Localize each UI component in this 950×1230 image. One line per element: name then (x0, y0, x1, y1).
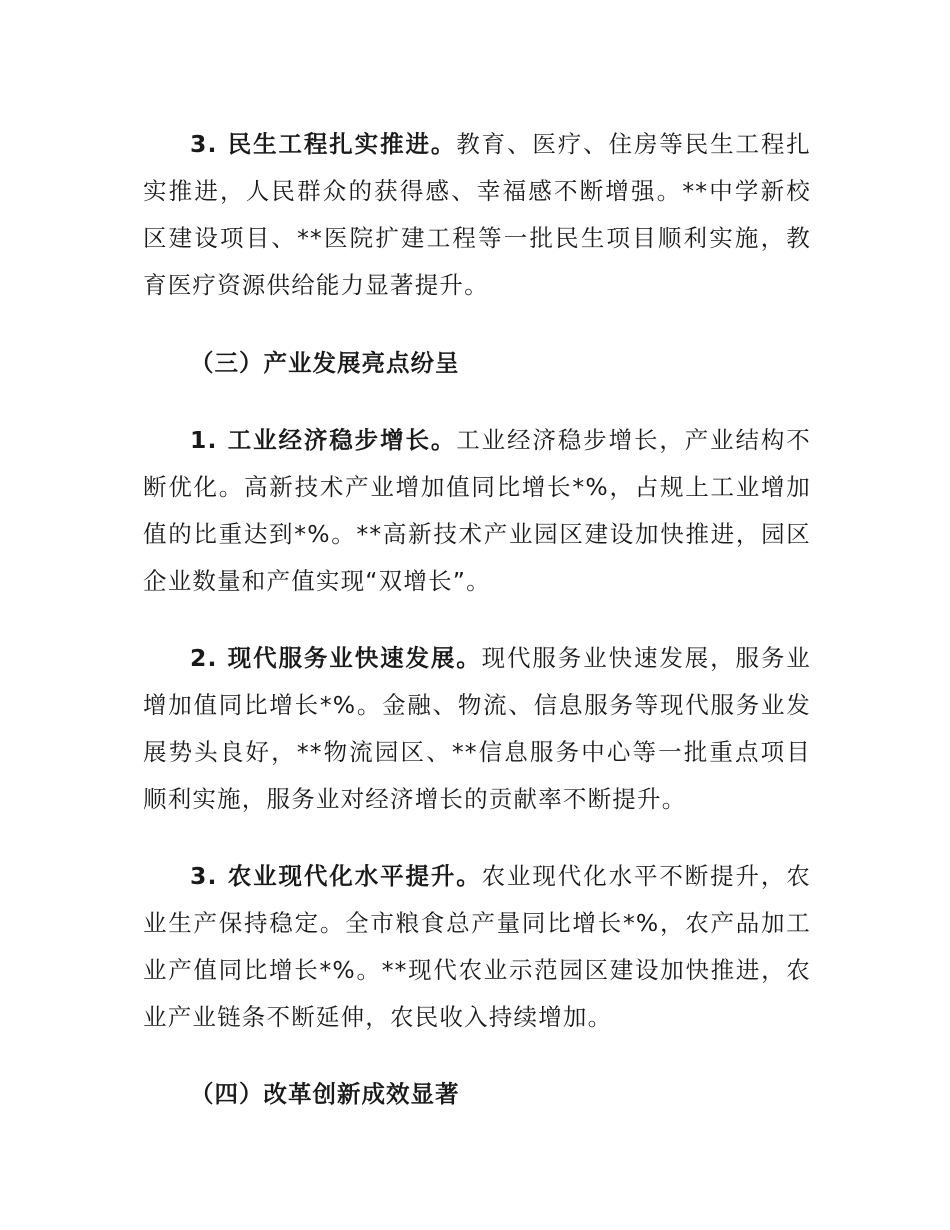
spacer (143, 1041, 811, 1071)
section-heading-reform: （四）改革创新成效显著 (190, 1080, 460, 1108)
paragraph-lead: 2. 现代服务业快速发展。 (190, 644, 482, 672)
paragraph-agriculture (143, 853, 811, 1041)
paragraph-body: 工业经济稳步增长，产业结构不断优化。高新技术产业增加值同比增长*%，占规上工业增加值的比重达到*%。**高新技术产业园区建设加快推进，园区企业数量和产值实现“双增长”。 (143, 426, 811, 595)
paragraph-body: 农业现代化水平不断提升，农业生产保持稳定。全市粮食总产量同比增长*%，农产品加工业产值同比增长*%。**现代农业示范园区建设加快推进，农业产业链条不断延伸，农民收入持续增加。 (143, 862, 811, 1031)
paragraph-lead: 3. 民生工程扎实推进。 (190, 130, 457, 158)
spacer (143, 387, 811, 417)
spacer (143, 605, 811, 635)
paragraph-body: 教育、医疗、住房等民生工程扎实推进，人民群众的获得感、幸福感不断增强。**中学新校区建设项目、**医院扩建工程等一批民生项目顺利实施，教育医疗资源供给能力显著提升。 (143, 130, 811, 299)
paragraph-body: 现代服务业快速发展，服务业增加值同比增长*%。金融、物流、信息服务等现代服务业发展势头良好，**物流园区、**信息服务中心等一批重点项目顺利实施，服务业对经济增长的贡献率不断提升。 (143, 644, 811, 813)
spacer (143, 309, 811, 340)
paragraph-lead: 3. 农业现代化水平提升。 (190, 862, 482, 890)
paragraph-livelihood-projects (143, 121, 811, 309)
spacer (143, 823, 811, 853)
document-page (143, 121, 811, 1118)
paragraph-industrial-economy (143, 417, 811, 605)
paragraph-lead: 1. 工业经济稳步增长。 (190, 426, 457, 454)
paragraph-modern-services (143, 635, 811, 823)
section-heading-industry: （三）产业发展亮点纷呈 (190, 349, 460, 377)
